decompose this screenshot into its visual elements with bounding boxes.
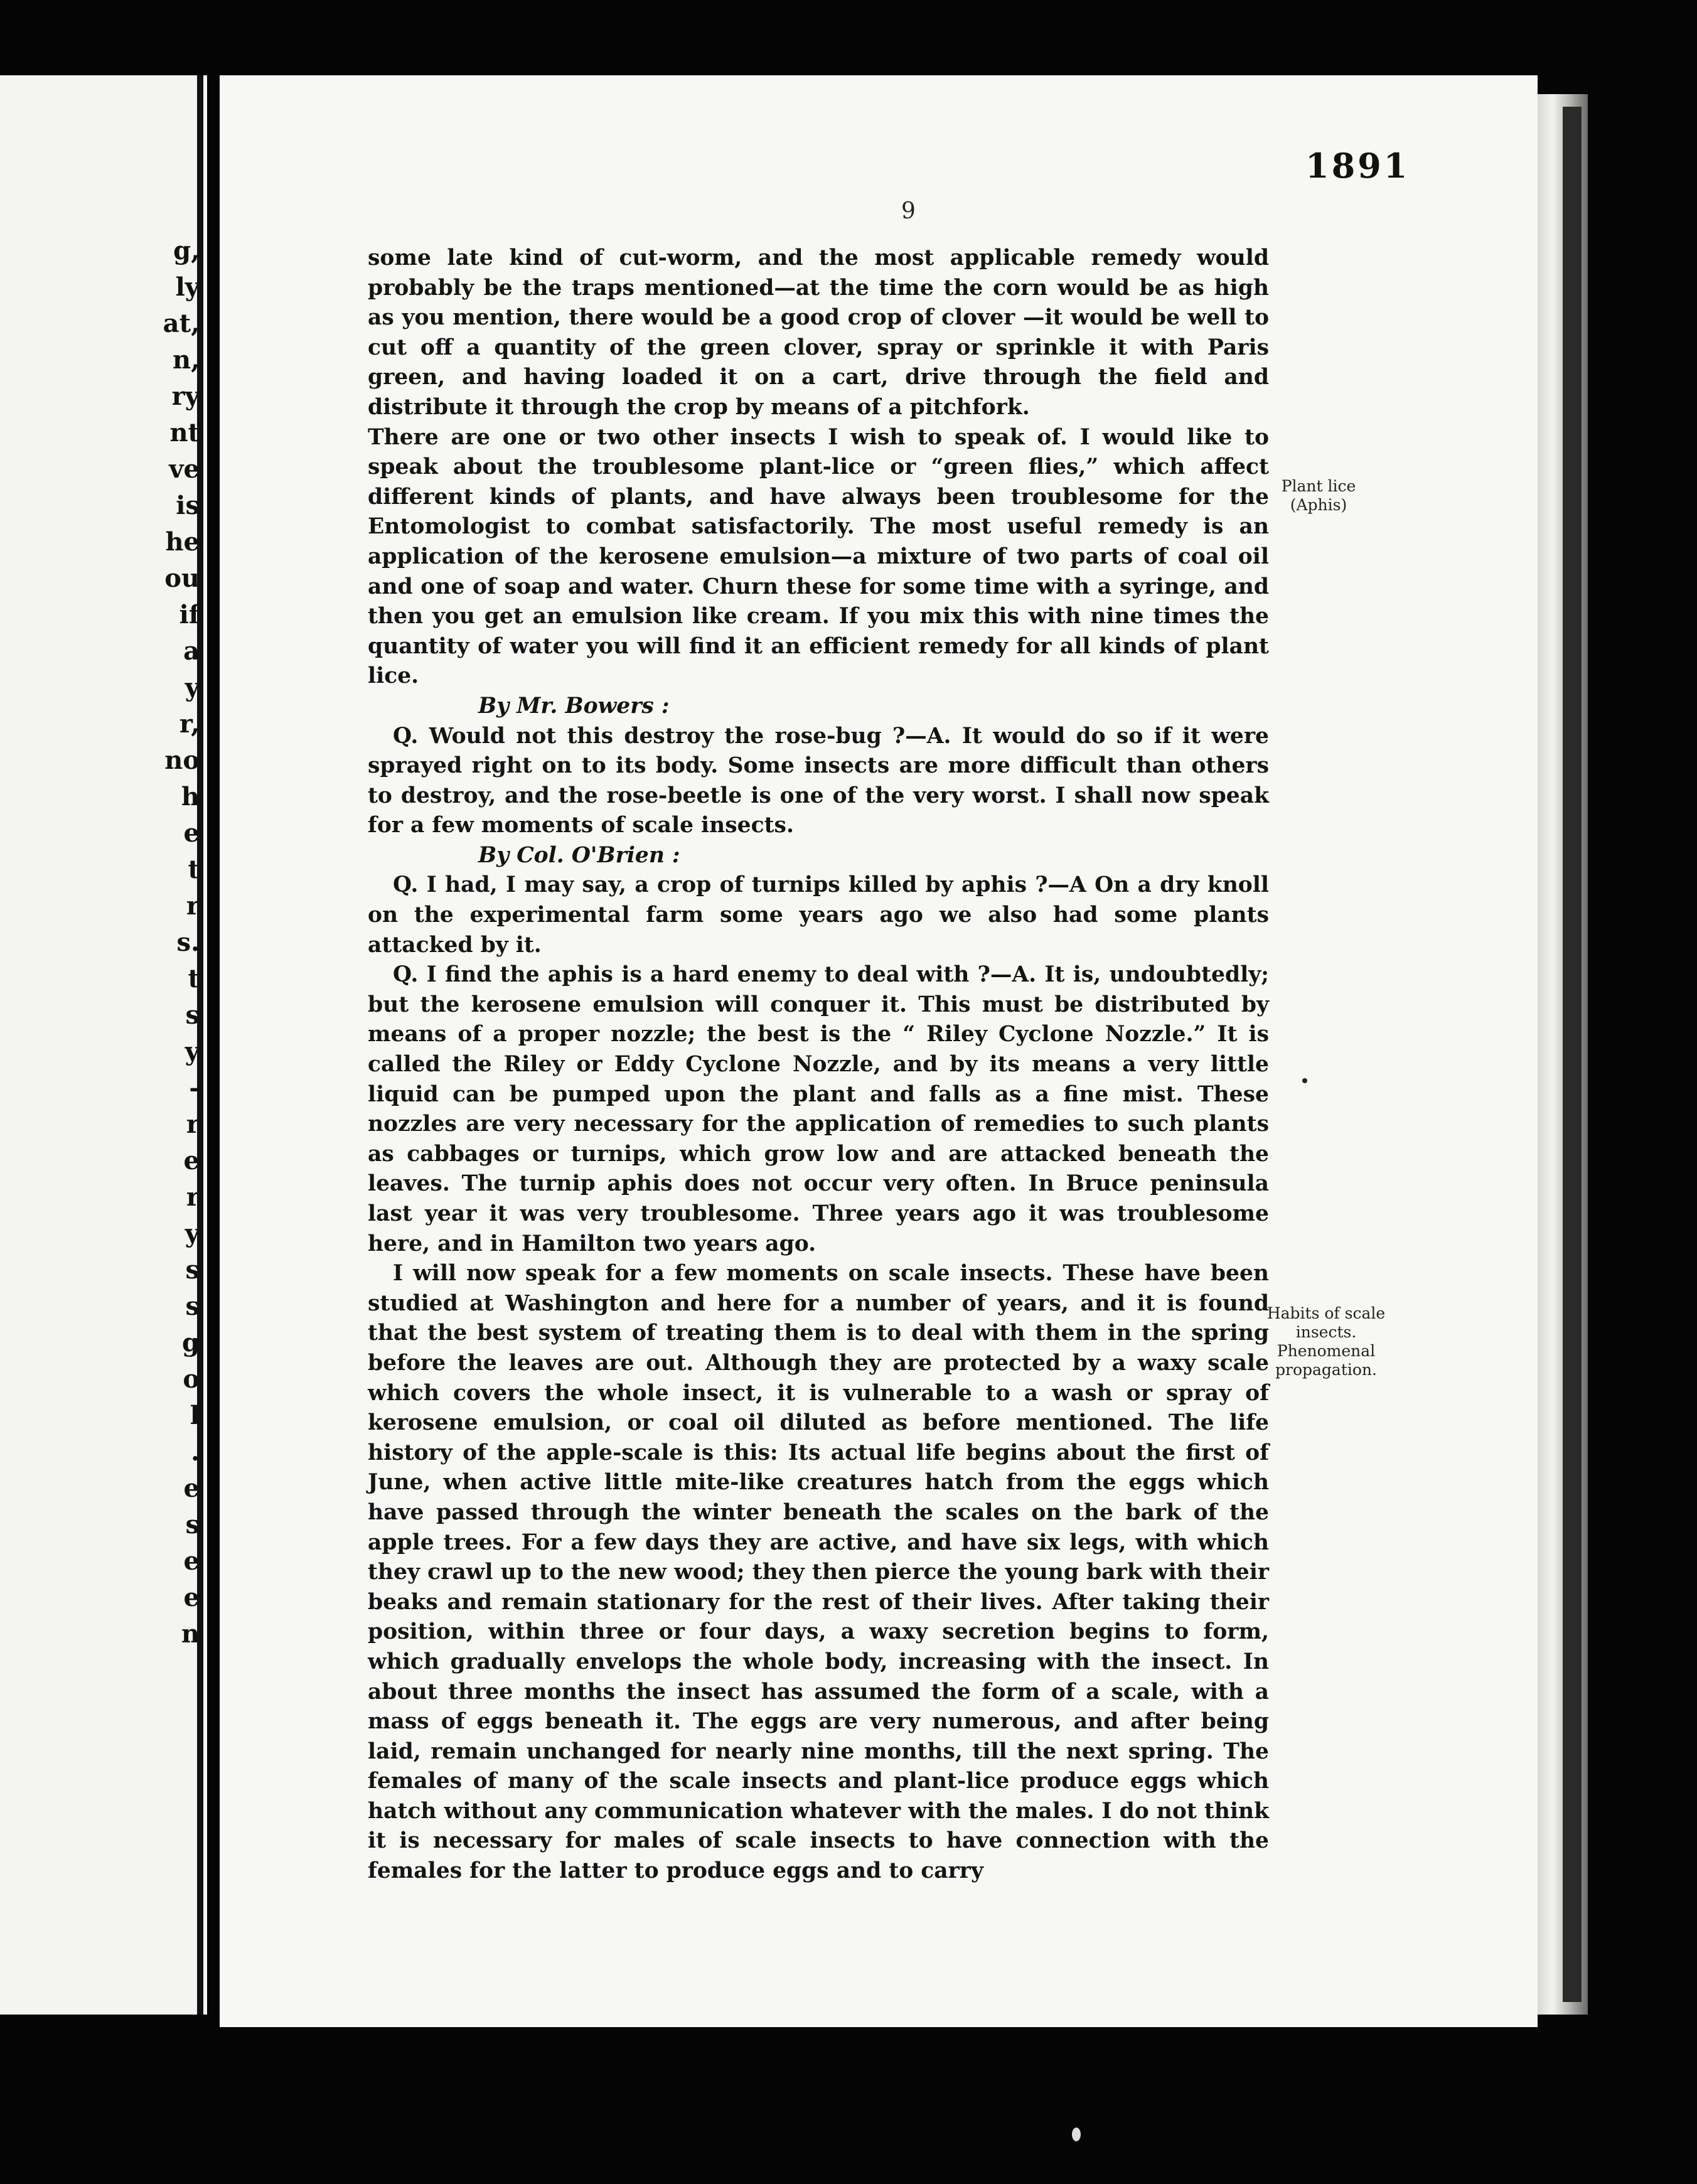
- paragraph: some late kind of cut-worm, and the most applicable remedy would probably be the traps mentioned—at the time the corn would be as high as you mention, there would be a good crop of clover —it would be well to cut off a quantity of the green clover, spray or sprinkle it with Paris green, and having loaded it on a cart, drive through the field and distribute it through the crop by means of a pitchfork.: [368, 245, 1269, 420]
- previous-page-fragment: ve: [169, 454, 200, 484]
- previous-page-fragment: ou: [164, 564, 200, 593]
- previous-page-fragment: l: [190, 1401, 200, 1430]
- previous-page-fragment: ly: [175, 272, 200, 302]
- previous-page-fragment: y: [185, 1037, 200, 1066]
- previous-page-fragment: at,: [163, 309, 200, 338]
- previous-page-fragment: .: [191, 1437, 200, 1467]
- previous-page-fragment: e: [183, 1546, 200, 1576]
- speaker-heading: By Col. O'Brien :: [478, 842, 680, 868]
- previous-page-fragment: s: [185, 1292, 200, 1321]
- paragraph: There are one or two other insects I wish to speak of. I would like to speak about the troublesome plant-lice or “green flies,” which affect different kinds of plants, and have always been troublesome for the Entomologist to combat satisfactorily. The most useful remedy is an application of the kerosene emulsion—a mixture of two parts of coal oil and one of soap and water. Churn these for some time with a syringe, and then you get an emulsion like cream. If you mix this with nine times the quantity of water you will find it an efficient remedy for all kinds of plant lice.: [368, 424, 1269, 689]
- previous-page-fragment: r: [186, 1110, 200, 1139]
- previous-page-fragment: if: [179, 600, 200, 629]
- previous-page-fragment: h: [181, 782, 200, 811]
- previous-page-fragment: e: [183, 1583, 200, 1612]
- previous-page-fragment: r: [186, 891, 200, 921]
- previous-page-fragment: y: [185, 673, 200, 702]
- previous-page-fragment: nt: [169, 418, 200, 447]
- previous-page-fragment: r,: [179, 709, 200, 739]
- speaker-heading: By Mr. Bowers :: [478, 693, 670, 719]
- previous-page-fragment: is: [176, 491, 200, 520]
- previous-page-fragment: s: [185, 1255, 200, 1285]
- previous-page-fragment: t: [188, 964, 200, 993]
- paragraph: Q. I find the aphis is a hard enemy to deal with ?—A. It is, undoubtedly; but the kerosene emulsion will conquer it. This must be distributed by means of a proper nozzle; the best is the “ Riley Cyclone Nozzle.” It is called the Riley or Eddy Cyclone Nozzle, and by its means a very little liquid can be pumped upon the plant and falls as a fine mist. These nozzles are very necessary for the application of remedies to such plants as cabbages or turnips, which grow low and are attacked beneath the leaves. The turnip aphis does not occur very often. In Bruce peninsula last year it was very troublesome. Three years ago it was troublesome here, and in Hamilton two years ago.: [368, 962, 1269, 1256]
- previous-page-fragment: g,: [173, 236, 200, 265]
- previous-page-fragment: e: [183, 1146, 200, 1175]
- body-text: [368, 244, 1269, 1887]
- previous-page-fragment: n: [181, 1619, 200, 1649]
- previous-page-fragment: ry: [171, 382, 200, 411]
- paragraph: Q. I had, I may say, a crop of turnips killed by aphis ?—A On a dry knoll on the experimental farm some years ago we also had some plants attacked by it.: [368, 872, 1269, 958]
- previous-page-fragment: e: [183, 1474, 200, 1503]
- previous-page-fragment: e: [183, 818, 200, 848]
- previous-page-fragment: g: [182, 1328, 200, 1357]
- previous-page-fragment: r: [186, 1182, 200, 1212]
- previous-page-fragment: s.: [176, 928, 200, 957]
- previous-page-fragment: no: [164, 746, 200, 775]
- previous-page-fragment: -: [189, 1073, 200, 1103]
- previous-page-fragment: he: [165, 527, 200, 557]
- page-year: 1891: [1305, 146, 1410, 186]
- margin-note-plant-lice: Plant lice (Aphis): [1281, 477, 1356, 514]
- previous-page-fragment: a: [183, 636, 200, 666]
- previous-page-fragment: y: [185, 1219, 200, 1248]
- previous-page-fragment: s: [185, 1000, 200, 1030]
- margin-note-scale-insects: Habits of scale insects. Phenomenal propagation.: [1266, 1304, 1386, 1379]
- previous-page-fragment: n,: [172, 345, 200, 375]
- previous-page-fragment: t: [188, 855, 200, 884]
- previous-page-fragment: o: [183, 1364, 200, 1394]
- page-number: 9: [901, 198, 916, 224]
- paragraph: I will now speak for a few moments on scale insects. These have been studied at Washington and here for a number of years, and it is found that the best system of treating them is to deal with them in the spring before the leaves are out. Although they are protected by a waxy scale which covers the whole insect, it is vulnerable to a wash or spray of kerosene emulsion, or coal oil diluted as before mentioned. The life history of the apple-scale is this: Its actual life begins about the first of June, when active little mite-like creatures hatch from the eggs which have passed through the winter beneath the scales on the bark of the apple trees. For a few days they are active, and have six legs, with which they crawl up to the new wood; they then pierce the young bark with their beaks and remain stationary for the rest of their lives. After taking their position, within three or four days, a waxy secretion begins to form, which gradually envelops the whole body, increasing with the insect. In about three months the insect has assumed the form of a scale, with a mass of eggs beneath it. The eggs are very numerous, and after being laid, remain unchanged for nearly nine months, till the next spring. The females of many of the scale insects and plant-lice produce eggs which hatch without any communication whatever with the males. I do not think it is necessary for males of scale insects to have connection with the females for the latter to produce eggs and to carry: [368, 1261, 1269, 1884]
- paragraph: Q. Would not this destroy the rose-bug ?—A. It would do so if it were sprayed right on to its body. Some insects are more difficult than others to destroy, and the rose-beetle is one of the very worst. I shall now speak for a few moments of scale insects.: [368, 723, 1269, 838]
- previous-page-fragment: s: [185, 1510, 200, 1539]
- ink-spot: [1302, 1078, 1307, 1083]
- binding-shadow: [1563, 107, 1582, 2002]
- scan-artifact: [1072, 2128, 1081, 2141]
